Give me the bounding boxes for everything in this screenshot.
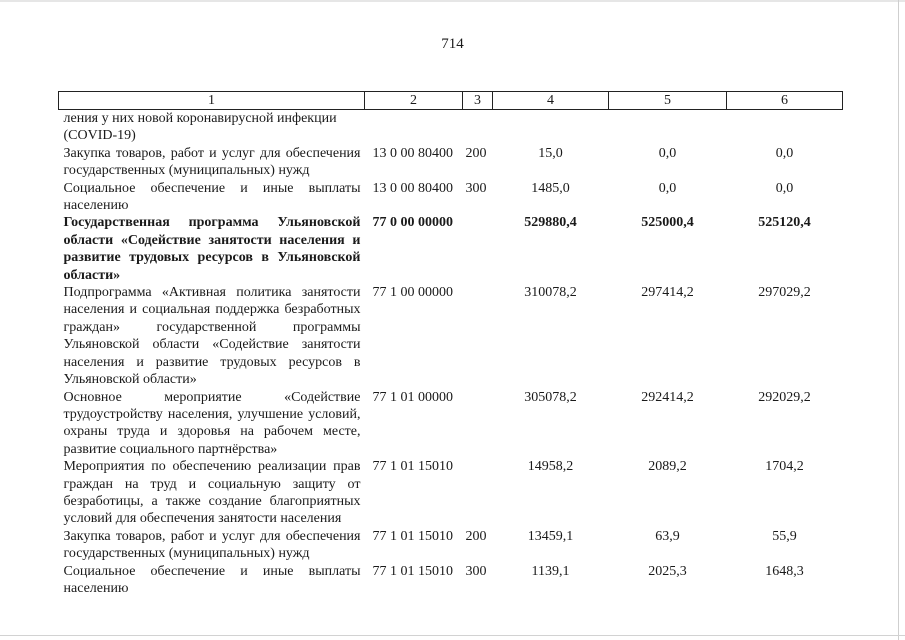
- row-name: ления у них новой коронавирусной инфекции (COVID-19): [63, 111, 337, 144]
- table-row: [59, 284, 843, 388]
- row-amount-1: [493, 110, 609, 145]
- row-amount-2: 2025,3: [648, 563, 687, 579]
- column-header-amount-2: 5: [609, 92, 727, 110]
- row-amount-3: 55,9: [772, 528, 797, 544]
- row-amount-3: 1704,2: [765, 459, 804, 475]
- row-amount-1: 14958,2: [527, 459, 574, 475]
- row-expense-type: [463, 389, 493, 459]
- row-amount-1: 529880,4: [524, 215, 577, 231]
- row-amount-2: 2089,2: [648, 459, 687, 475]
- row-target-code: 13 0 00 80400: [372, 145, 453, 161]
- table-header-row: [59, 92, 843, 110]
- row-amount-3: 1648,3: [765, 563, 804, 579]
- row-amount-2: 292414,2: [641, 389, 694, 405]
- row-amount-1: 15,0: [538, 145, 563, 161]
- row-amount-2: [609, 110, 727, 145]
- row-name: Социальное обеспечение и иные выплаты населению: [63, 563, 361, 596]
- row-amount-3: 297029,2: [758, 285, 811, 301]
- row-amount-2: 297414,2: [641, 285, 694, 301]
- row-expense-type: [463, 110, 493, 145]
- row-expense-type: 200: [465, 528, 487, 544]
- row-amount-2: 63,9: [655, 528, 680, 544]
- row-amount-3: 292029,2: [758, 389, 811, 405]
- row-amount-2: 0,0: [658, 180, 677, 196]
- column-header-amount-1: 4: [493, 92, 609, 110]
- page-number: 714: [441, 36, 464, 52]
- row-amount-2: 0,0: [658, 145, 677, 161]
- row-name: Закупка товаров, работ и услуг для обеспечения государственных (муниципальных) нужд: [63, 145, 361, 179]
- row-name: Социальное обеспечение и иные выплаты населению: [63, 180, 361, 214]
- column-header-name: 1: [59, 92, 365, 110]
- row-name: Государственная программа Ульяновской области «Содействие занятости населения и развитие трудовых ресурсов в Ульяновской области»: [63, 215, 361, 283]
- row-name: Подпрограмма «Активная политика занятости населения и социальная поддержка безработных граждан» государственной программы Ульяновской области «Содействие занятости населения и развитие трудовых ресурсов в Ульяновской области»: [63, 285, 361, 388]
- row-amount-2: 525000,4: [641, 215, 694, 231]
- table-body: [59, 110, 843, 598]
- row-target-code: 77 1 01 15010: [372, 459, 453, 475]
- row-amount-1: 310078,2: [524, 285, 577, 301]
- table-row: [59, 110, 843, 145]
- table-row: [59, 563, 843, 598]
- row-expense-type: [463, 284, 493, 388]
- row-expense-type: [463, 214, 493, 284]
- row-expense-type: 300: [465, 180, 487, 196]
- row-amount-1: 305078,2: [524, 389, 577, 405]
- row-amount-3: 0,0: [775, 180, 794, 196]
- row-amount-3: 525120,4: [758, 215, 811, 231]
- table-row: [59, 145, 843, 180]
- row-expense-type: 200: [465, 145, 487, 161]
- row-expense-type: [463, 458, 493, 528]
- row-expense-type: 300: [465, 563, 487, 579]
- row-target-code: 77 0 00 00000: [372, 215, 453, 231]
- table-row: [59, 528, 843, 563]
- row-amount-1: 1139,1: [531, 563, 570, 579]
- budget-table: [58, 91, 843, 597]
- table-row: [59, 458, 843, 528]
- scan-edge-bottom: [0, 635, 905, 636]
- column-header-code: 2: [365, 92, 463, 110]
- row-amount-1: 13459,1: [527, 528, 574, 544]
- row-name: Закупка товаров, работ и услуг для обеспечения государственных (муниципальных) нужд: [63, 528, 361, 562]
- row-target-code: 77 1 01 15010: [372, 528, 453, 544]
- row-amount-1: 1485,0: [531, 180, 570, 196]
- column-header-expense-type: 3: [463, 92, 493, 110]
- table-row: [59, 389, 843, 459]
- table-row: [59, 214, 843, 284]
- row-target-code: 77 1 01 00000: [372, 389, 453, 405]
- scan-edge-top: [0, 0, 905, 2]
- scan-edge-right: [898, 0, 899, 640]
- row-target-code: [365, 110, 463, 145]
- row-name: Основное мероприятие «Содействие трудоустройству населения, улучшение условий, охраны труда и здоровья на рабочем месте, развитие социального партнёрства»: [63, 389, 361, 457]
- row-amount-3: 0,0: [775, 145, 794, 161]
- row-target-code: 77 1 01 15010: [372, 563, 453, 579]
- row-name: Мероприятия по обеспечению реализации прав граждан на труд и социальную защиту от безработицы, а также создание благоприятных условий для обеспечения занятости населения: [63, 459, 361, 527]
- column-header-amount-3: 6: [727, 92, 843, 110]
- table-row: [59, 180, 843, 215]
- row-target-code: 77 1 00 00000: [372, 285, 453, 301]
- row-target-code: 13 0 00 80400: [372, 180, 453, 196]
- row-amount-3: [727, 110, 843, 145]
